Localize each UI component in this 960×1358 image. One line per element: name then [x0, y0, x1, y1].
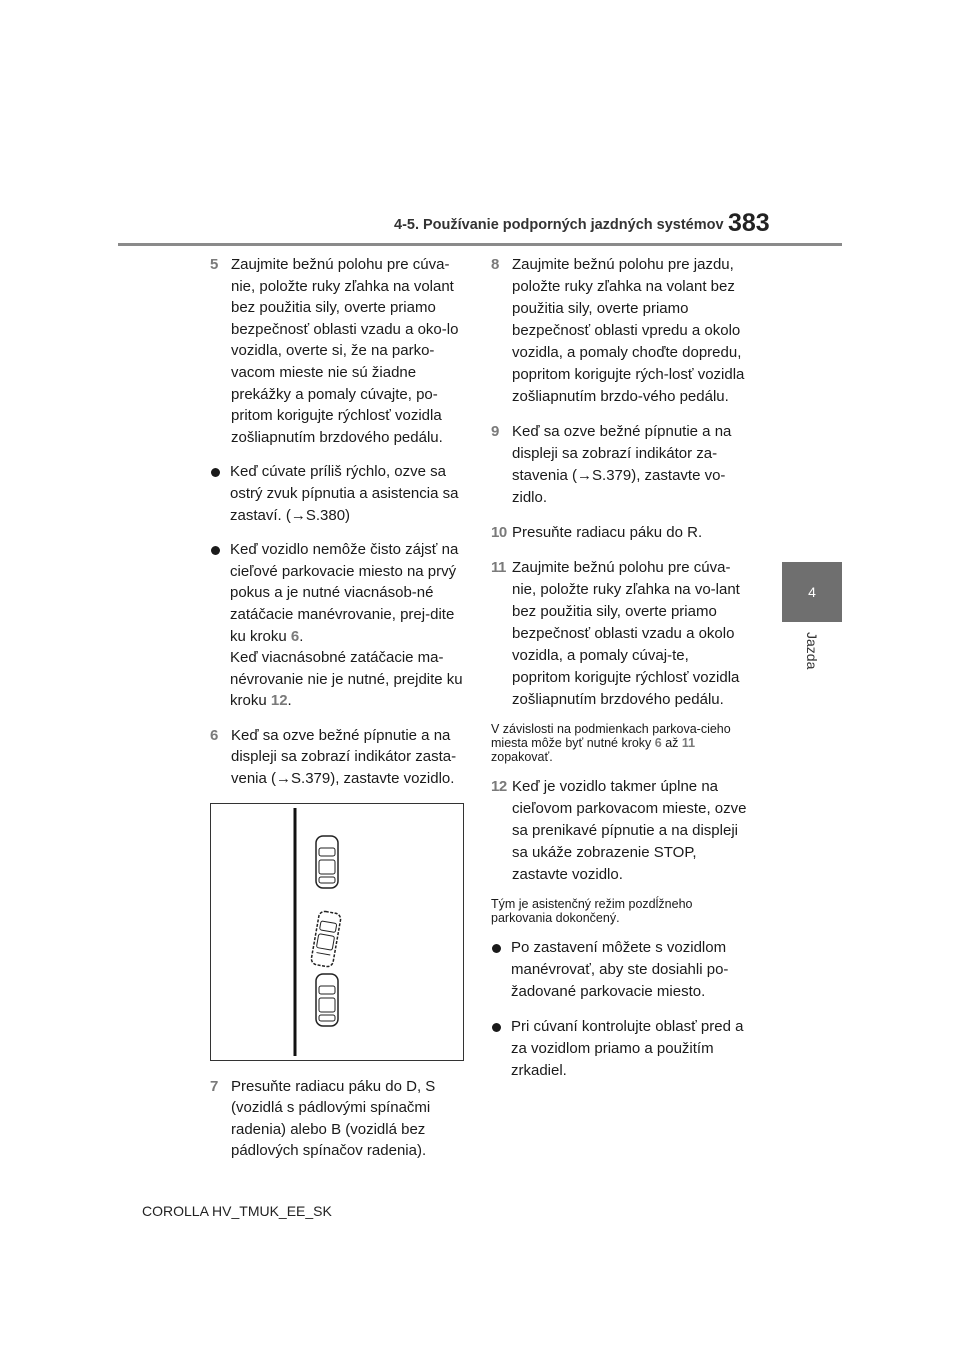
step-reference: 6 — [290, 627, 300, 645]
page-number: 383 — [728, 209, 770, 237]
step-number: 9 — [491, 423, 500, 440]
step-text: Zaujmite bežnú polohu pre cúva-nie, položte ruky zľahka na vo-lant bez použitia sily, overte priamo bezpečnosť oblasti vzadu a okolo vozidla, a pomaly cúvaj-te, popritom korigujte rýchlosť vozidla zošliapnutím brzdového pedálu. — [512, 559, 740, 708]
bullet-dot-icon — [211, 468, 220, 477]
bullet-item — [491, 937, 751, 1003]
chapter-tab[interactable] — [782, 562, 842, 622]
step-number: 6 — [210, 726, 219, 744]
step-11 — [491, 557, 751, 711]
bullet-text: Keď cúvate príliš rýchlo, ozve sa ostrý zvuk pípnutia a asistencia sa zastaví. (→S.380) — [230, 463, 459, 524]
step-number: 5 — [210, 256, 219, 273]
bullet-dot-icon — [492, 944, 501, 953]
header-divider — [118, 243, 842, 246]
chapter-label: Jazda — [804, 632, 820, 670]
step-12 — [491, 776, 751, 886]
step-9 — [491, 421, 751, 509]
step-number: 8 — [491, 256, 500, 273]
bullet-dot-icon — [211, 546, 220, 555]
step-text: Presuňte radiacu páku do R. — [512, 524, 703, 541]
note-repeat-steps — [491, 722, 751, 764]
step-text: Presuňte radiacu páku do D, S (vozidlá s pádlovými spínačmi radenia) alebo B (vozidlá bez pádlových spínačov radenia). — [231, 1077, 436, 1160]
parking-diagram — [211, 804, 463, 1060]
bullet-dot-icon — [492, 1023, 501, 1032]
bullet-text: Keď vozidlo nemôže čisto zájsť na cieľové parkovacie miesto na prvý pokus a je nutné viacnásob-né zatáčacie manévrovanie, prej-dite ku kroku — [230, 541, 459, 645]
step-text: Keď sa ozve bežné pípnutie a na displeji sa zobrazí indikátor zasta-venia (→S.379), zastavte vozidlo. — [231, 726, 457, 788]
bullet-text: Po zastavení môžete s vozidlom manévrovať, aby ste dosiahli po-žadované parkovacie miesto. — [511, 939, 729, 1000]
note-text: V závislosti na podmienkach parkova-cieho miesta môže byť nutné kroky — [491, 722, 731, 750]
parked-car-rear — [316, 974, 338, 1026]
step-number: 7 — [210, 1077, 219, 1095]
bullet-text: Pri cúvaní kontrolujte oblasť pred a za vozidlom priamo a použitím zrkadiel. — [511, 1018, 744, 1079]
step-text: Keď sa ozve bežné pípnutie a na displeji sa zobrazí indikátor za-stavenia (→S.379), zastavte vo-zidlo. — [512, 423, 732, 506]
note-text: až — [661, 736, 682, 750]
bullet-item: Keď vozidlo nemôže čisto zájsť na cieľové parkovacie miesto na prvý pokus a je nutné viacnásob-né zatáčacie manévrovanie, prej-dite ku kroku 6. Keď viacnásobné zatáčacie ma-névrovanie nie je nutné, prejdite ku kroku 12. — [210, 539, 470, 712]
note-mode-complete: Tým je asistenčný režim pozdĺžneho parkovania dokončený. — [491, 897, 693, 925]
step-text: Zaujmite bežnú polohu pre cúva-nie, položte ruky zľahka na volant bez použitia sily, overte priamo bezpečnosť oblasti vzadu a oko-lo vozidla, overte si, že na parko-vacom mieste nie sú žiadne prekážky a pomaly cúvajte, po-pritom korigujte rýchlosť vozidla zošliapnutím brzdového pedálu. — [231, 256, 459, 446]
bullet-item — [210, 461, 470, 526]
bullet-item — [491, 1016, 751, 1082]
maneuvering-car — [310, 910, 341, 967]
step-6 — [210, 725, 470, 790]
step-reference: 11 — [681, 736, 696, 750]
step-number: 10 — [491, 524, 507, 541]
bullet-text: Keď viacnásobné zatáčacie ma-névrovanie nie je nutné, prejdite ku kroku — [230, 649, 463, 710]
right-column — [491, 254, 751, 1095]
step-reference: 6 — [654, 736, 662, 750]
step-text: Zaujmite bežnú polohu pre jazdu, položte ruky zľahka na volant bez použitia sily, overte priamo bezpečnosť oblasti vpredu a okolo vozidla, a pomaly choďte dopredu, popritom korigujte rých-losť vozidla zošliapnutím brzdo-vého pedálu. — [512, 256, 745, 405]
note-text: zopakovať. — [491, 750, 553, 764]
step-number: 12 — [491, 778, 507, 795]
step-number: 11 — [491, 559, 506, 576]
step-text: Keď je vozidlo takmer úplne na cieľovom parkovacom mieste, ozve sa prenikavé pípnutie a na displeji sa ukáže zobrazenie STOP, zastavte vozidlo. — [512, 778, 747, 883]
step-reference: 12 — [270, 692, 288, 710]
section-title: 4-5. Používanie podporných jazdných systémov — [394, 217, 724, 233]
parking-illustration — [210, 803, 464, 1061]
parked-car-front — [316, 836, 338, 888]
step-8 — [491, 254, 751, 408]
left-column — [210, 254, 470, 1175]
chapter-number: 4 — [808, 584, 816, 600]
step-5 — [210, 254, 470, 448]
step-10 — [491, 522, 751, 544]
step-7 — [210, 1076, 470, 1162]
document-code: COROLLA HV_TMUK_EE_SK — [142, 1203, 332, 1219]
